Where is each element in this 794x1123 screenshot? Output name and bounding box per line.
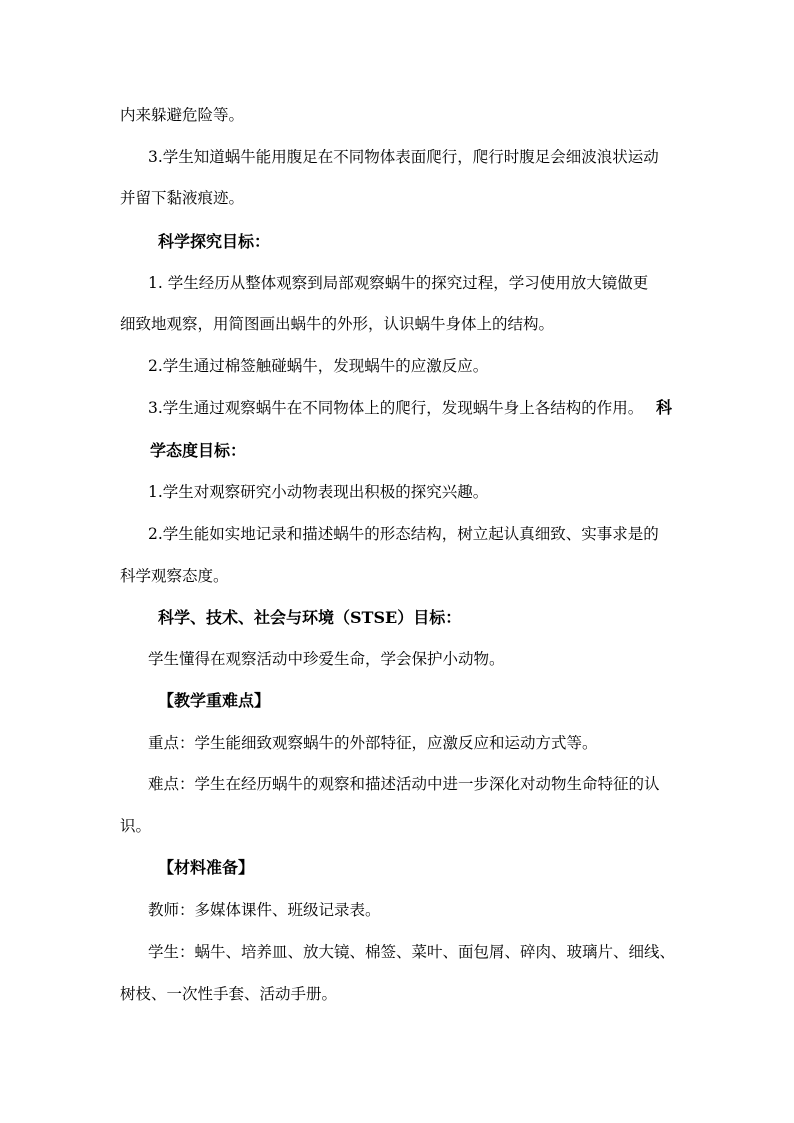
text-line: 细致地观察，用简图画出蜗牛的外形，认识蜗牛身体上的结构。 [120, 315, 555, 333]
text-line: 学生懂得在观察活动中珍爱生命，学会保护小动物。 [148, 650, 505, 668]
text-line: 2.学生能如实地记录和描述蜗牛的形态结构，树立起认真细致、实事求是的 [148, 525, 659, 543]
text-line: 重点：学生能细致观察蜗牛的外部特征，应激反应和运动方式等。 [148, 734, 598, 752]
section-heading: 科 [656, 398, 673, 417]
text-line: 内来躲避危险等。 [120, 106, 245, 124]
text-line: 树枝、一次性手套、活动手册。 [120, 985, 338, 1003]
text-line: 1.学生对观察研究小动物表现出积极的探究兴趣。 [148, 483, 489, 501]
text-line: 并留下黏液痕迹。 [120, 189, 245, 207]
text-line: 1. 学生经历从整体观察到局部观察蜗牛的探究过程，学习使用放大镜做更 [148, 274, 649, 292]
text-line: 教师：多媒体课件、班级记录表。 [148, 901, 381, 919]
section-heading: 【材料准备】 [158, 858, 255, 877]
text-line: 2.学生通过棉签触碰蜗牛，发现蜗牛的应激反应。 [148, 357, 489, 375]
text-line: 识。 [120, 817, 152, 835]
text-line: 3.学生知道蜗牛能用腹足在不同物体表面爬行，爬行时腹足会细波浪状运动 [148, 148, 659, 166]
section-heading: 【教学重难点】 [158, 691, 271, 710]
text-line: 科学观察态度。 [120, 567, 229, 585]
section-heading: 科学、技术、社会与环境（STSE）目标： [158, 608, 462, 627]
text-line: 难点：学生在经历蜗牛的观察和描述活动中进一步深化对动物生命特征的认 [148, 775, 660, 793]
text-line: 3.学生通过观察蜗牛在不同物体上的爬行，发现蜗牛身上各结构的作用。 [148, 399, 644, 417]
section-heading: 科学探究目标： [158, 232, 271, 251]
section-heading: 学态度目标： [150, 441, 247, 460]
text-line: 学生：蜗牛、培养皿、放大镜、棉签、菜叶、面包屑、碎肉、玻璃片、细线、 [148, 943, 676, 961]
